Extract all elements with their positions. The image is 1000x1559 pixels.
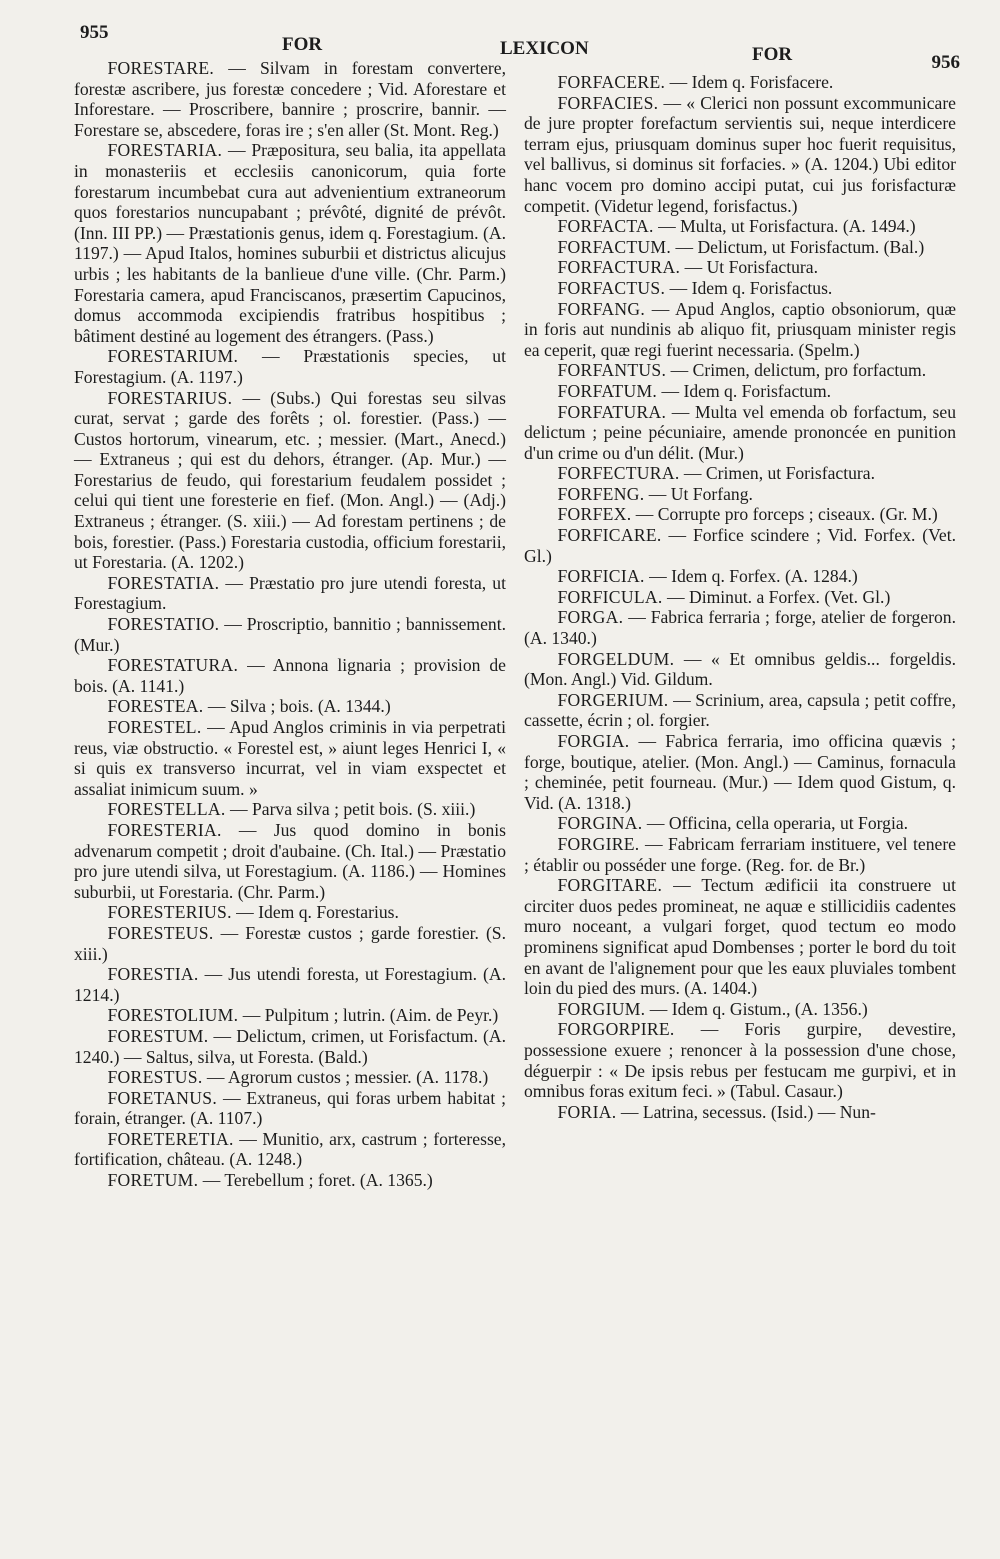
entry-definition: — Idem q. Forisfactus. <box>665 277 833 298</box>
entry-definition: — Forestæ custos ; garde forestier. (S. xiii.) <box>74 922 506 964</box>
dictionary-entry <box>524 463 956 484</box>
dictionary-entry <box>74 573 506 614</box>
dictionary-entry <box>74 1026 506 1067</box>
entry-headword: FORESTIA. <box>107 964 199 985</box>
entry-headword: FORFICARE. <box>557 525 662 546</box>
entry-headword: FORFICIA. <box>557 566 645 587</box>
entry-headword: FORESTUS. <box>107 1067 203 1088</box>
entry-headword: FORESTATIO. <box>107 614 220 635</box>
dictionary-entry <box>524 731 956 813</box>
entry-headword: FORFENG. <box>557 483 645 504</box>
dictionary-entry <box>524 257 956 278</box>
entry-definition: — Annona lignaria ; provision de bois. (A. 1141.) <box>74 655 506 696</box>
entry-definition: — Præstationis species, ut Forestagium. (A. 1197.) <box>74 346 506 387</box>
entry-headword: FORGORPIRE. <box>557 1019 675 1040</box>
dictionary-entry <box>524 834 956 875</box>
left-column <box>74 58 506 1191</box>
entry-headword: FORFACTUM. <box>557 236 672 257</box>
entry-headword: FORESTARIA. <box>107 140 223 161</box>
dictionary-entry <box>74 902 506 923</box>
dictionary-entry <box>524 566 956 587</box>
dictionary-entry <box>524 299 956 361</box>
right-page-number: 956 <box>931 52 960 73</box>
entry-definition: — Delictum, crimen, ut Forisfactum. (A. 1240.) — Saltus, silva, ut Foresta. (Bald.) <box>74 1025 506 1067</box>
entry-headword: FORGIA. <box>557 731 630 751</box>
right-catchword: FOR <box>752 44 793 65</box>
dictionary-entry <box>74 1005 506 1026</box>
entry-definition: — Apud Anglos criminis in via perpetrati reus, viæ obstructio. « Forestel est, » aiunt leges Henrici I, « si quis ex transverso incurrat, vel in viam exspectet et assaliat inimicum suum. » <box>74 717 506 799</box>
entry-definition: — Scrinium, area, capsula ; petit coffre, cassette, écrin ; ol. forgier. <box>524 689 956 731</box>
entry-headword: FORFANTUS. <box>557 360 667 381</box>
dictionary-entry <box>524 216 956 237</box>
entry-definition: — Jus utendi foresta, ut Forestagium. (A. 1214.) <box>74 964 506 1005</box>
entry-headword: FORESTARIUS. <box>107 387 233 408</box>
entry-headword: FORETUM. <box>107 1170 199 1191</box>
entry-definition: — Silva ; bois. (A. 1344.) <box>203 696 391 717</box>
dictionary-entry <box>74 1088 506 1129</box>
dictionary-entry <box>524 402 956 464</box>
entry-definition: — Idem q. Gistum., (A. 1356.) <box>645 998 868 1019</box>
dictionary-entry <box>524 607 956 648</box>
entry-definition: — Forfice scindere ; Vid. Forfex. (Vet. Gl.) <box>524 525 956 566</box>
entry-headword: FORESTOLIUM. <box>107 1005 239 1026</box>
dictionary-entry <box>74 820 506 902</box>
entry-definition: — Extraneus, qui foras urbem habitat ; forain, étranger. (A. 1107.) <box>74 1087 506 1129</box>
entry-definition: — Idem q. Forestarius. <box>231 902 399 923</box>
dictionary-entry <box>524 278 956 299</box>
dictionary-entry <box>524 690 956 731</box>
entry-headword: FORFACERE. <box>557 72 666 92</box>
entry-definition: — Delictum, ut Forisfactum. (Bal.) <box>671 236 925 257</box>
entry-headword: FORESTATIA. <box>107 572 220 593</box>
entry-headword: FORESTEL. <box>107 717 202 737</box>
entry-headword: FORFATURA. <box>557 401 667 422</box>
right-column <box>524 72 956 1122</box>
entry-definition: — (Subs.) Qui forestas seu silvas curat, servat ; garde des forêts ; ol. forestier. (Pass.) — Custos hortorum, vinearum, etc. ; messier. (Mart., Anecd.) — Extraneus ; qui est du dehors, étranger. (Ap. Mur.) — Forestarius de feudo, qui forestarium feudalem possidet ; celui qui tient une foresterie en fief. (Mon. Angl.) — (Adj.) Extraneus ; étranger. (S. xiii.) — Ad forestam pertinens ; de bois, forestier. (Pass.) Forestaria custodia, officium forestarii, ut Forestaria. (A. 1202.) <box>74 387 506 573</box>
entry-headword: FORGIRE. <box>557 833 640 854</box>
entry-definition: — Officina, cella operaria, ut Forgia. <box>642 813 909 834</box>
entry-definition: — Fabricam ferrariam instituere, vel tenere ; établir ou posséder une forge. (Reg. for. de Br.) <box>524 833 956 875</box>
entry-definition: — Multa, ut Forisfactura. (A. 1494.) <box>653 216 916 237</box>
dictionary-entry <box>74 140 506 346</box>
entry-definition: — Proscriptio, bannitio ; bannissement. (Mur.) <box>74 614 506 655</box>
entry-definition: — Ut Forisfactura. <box>680 257 818 278</box>
dictionary-entry <box>74 1067 506 1088</box>
entry-definition: — « Clerici non possunt excommunicare de jure propter forefactum servientis sui, neque interdicere terram ejus, priusquam dominus super hoc fuerit requisitus, vel ballivus, si dominus sit forfacies. » (A. 1204.) Ubi editor hanc vocem pro domino accipi putat, cui jus forisfacturæ competit. (Videtur legend, forisfactus.) <box>524 92 956 216</box>
entry-headword: FORGIUM. <box>557 998 646 1019</box>
entry-definition: — Pulpitum ; lutrin. (Aim. de Peyr.) <box>238 1005 499 1026</box>
dictionary-entry <box>74 655 506 696</box>
dictionary-entry <box>74 923 506 964</box>
dictionary-entry <box>524 484 956 505</box>
entry-definition: — Fabrica ferraria ; forge, atelier de forgeron. (A. 1340.) <box>524 607 956 649</box>
entry-definition: — Silvam in forestam convertere, forestæ ascribere, jus forestæ concedere ; Vid. Aforestare et Inforestare. — Proscribere, bannire ; proscrire, bannir. — Forestare se, abscedere, foras ire ; s'en aller (St. Mont. Reg.) <box>74 58 506 140</box>
entry-headword: FORFACIES. <box>557 92 659 113</box>
dictionary-entry <box>524 1102 956 1123</box>
dictionary-entry <box>524 1019 956 1101</box>
dictionary-entry <box>524 587 956 608</box>
entry-headword: FORFACTUS. <box>557 277 666 298</box>
entry-definition: — Terebellum ; foret. (A. 1365.) <box>198 1170 433 1191</box>
entry-headword: FORGITARE. <box>557 875 663 896</box>
entry-definition: — « Et omnibus geldis... forgeldis. (Mon. Angl.) Vid. Gildum. <box>524 648 956 690</box>
left-catchword: FOR <box>282 34 323 55</box>
entry-headword: FORESTEUS. <box>107 922 214 943</box>
dictionary-entry <box>524 875 956 999</box>
entry-definition: — Crimen, ut Forisfactura. <box>679 463 875 484</box>
entry-definition: — Idem q. Forfex. (A. 1284.) <box>644 566 858 587</box>
entry-headword: FORGERIUM. <box>557 689 669 710</box>
entry-headword: FORETERETIA. <box>107 1128 234 1149</box>
entry-definition: — Parva silva ; petit bois. (S. xiii.) <box>225 799 476 820</box>
entry-headword: FORESTERIA. <box>107 819 222 840</box>
entry-definition: — Foris gurpire, devestire, possessione exuere ; renoncer à la possession d'une chose, déguerpir : « De ipsis rebus per festucam me gurpivi, et in omnibus foras exitum feci. » (Tabul. Casaur.) <box>524 1019 956 1102</box>
dictionary-entry <box>74 614 506 655</box>
entry-headword: FORESTERIUS. <box>107 902 232 923</box>
entry-definition: — Munitio, arx, castrum ; forteresse, fortification, château. (A. 1248.) <box>74 1128 506 1170</box>
entry-headword: FORFATUM. <box>557 380 658 401</box>
entry-headword: FORFACTA. <box>557 216 654 237</box>
entry-headword: FORIA. <box>557 1101 617 1122</box>
dictionary-entry <box>524 504 956 525</box>
entry-definition: — Jus quod domino in bonis advenarum competit ; droit d'aubaine. (Ch. Ital.) — Præstatio pro jure utendi silva, ut Forestagium. (A. 1186.) — Homines suburbii, ut Forestaria. (Chr. Parm.) <box>74 819 506 902</box>
entry-definition: — Idem q. Forisfactum. <box>657 380 832 401</box>
left-page-number: 955 <box>80 22 109 43</box>
entry-headword: FORESTATURA. <box>107 655 239 676</box>
dictionary-entry <box>524 813 956 834</box>
dictionary-entry <box>524 525 956 566</box>
entry-headword: FORFICULA. <box>557 586 663 607</box>
entry-headword: FORESTUM. <box>107 1025 209 1046</box>
entry-definition: — Idem q. Forisfacere. <box>665 72 834 92</box>
dictionary-entry <box>524 360 956 381</box>
dictionary-entry <box>524 649 956 690</box>
dictionary-entry <box>74 1170 506 1191</box>
entry-headword: FORGA. <box>557 607 624 628</box>
entry-definition: — Tectum ædificii ita construere ut circiter duos pedes promineat, ne aquæ e stillicidiis cadentes muro noceant, a vulgari forget, quod tectum eo modo prominens significat apud Dombenses ; porter le bord du toit en avant de l'alignement pour que les eaux pluviales tombent loin du pied des murs. (A. 1404.) <box>524 875 956 999</box>
dictionary-entry <box>74 717 506 799</box>
entry-headword: FORGELDUM. <box>557 648 675 669</box>
dictionary-entry <box>74 696 506 717</box>
entry-definition: — Præstatio pro jure utendi foresta, ut Forestagium. <box>74 572 506 614</box>
entry-headword: FORGINA. <box>557 813 643 834</box>
dictionary-entry <box>524 93 956 217</box>
entry-definition: — Crimen, delictum, pro forfactum. <box>666 360 927 381</box>
entry-definition: — Fabrica ferraria, imo officina quævis ; forge, boutique, atelier. (Mon. Angl.) — Caminus, fornacula ; cheminée, petit fourneau. (Mur.) — Idem quod Gistum, q. Vid. (A. 1318.) <box>524 731 956 813</box>
dictionary-entry <box>524 381 956 402</box>
entry-headword: FORFEX. <box>557 504 632 525</box>
dictionary-entry <box>74 964 506 1005</box>
entry-headword: FORESTARE. <box>107 58 215 78</box>
dictionary-entry <box>524 999 956 1020</box>
entry-definition: — Apud Anglos, captio obsoniorum, quæ in foris aut nundinis ab aliquo fit, priusquam minister regis ea ceperit, quæ regi fuerint necessaria. (Spelm.) <box>524 298 956 360</box>
entry-definition: — Diminut. a Forfex. (Vet. Gl.) <box>662 586 891 607</box>
dictionary-entry <box>524 72 956 93</box>
dictionary-entry <box>74 388 506 573</box>
entry-headword: FORESTARIUM. <box>107 346 239 367</box>
entry-headword: FORFANG. <box>557 298 646 319</box>
entry-definition: — Latrina, secessus. (Isid.) — Nun- <box>616 1101 876 1122</box>
dictionary-entry <box>74 1129 506 1170</box>
dictionary-entry <box>74 799 506 820</box>
entry-headword: FORETANUS. <box>107 1087 218 1108</box>
running-title: LEXICON <box>500 38 589 59</box>
entry-headword: FORESTEA. <box>107 696 204 717</box>
dictionary-entry <box>74 346 506 387</box>
entry-definition: — Corrupte pro forceps ; ciseaux. (Gr. M.) <box>631 504 938 525</box>
entry-definition: — Multa vel emenda ob forfactum, seu delictum ; peine pécuniaire, amende prononcée en punition d'un crime ou d'un délit. (Mur.) <box>524 401 956 463</box>
entry-definition: — Præpositura, seu balia, ita appellata in monasteriis et ecclesiis canonicorum, quia forte forestarum incumbebat cura aut advenientium extraneorum quos forestarios nuncupabant ; prévôté, dignité de prévôt. (Inn. III PP.) — Præstationis genus, idem q. Forestagium. (A. 1197.) — Apud Italos, homines suburbii et districtus alicujus urbis ; les habitants de la banlieue d'une ville. (Chr. Parm.) Forestaria camera, apud Franciscanos, præsertim Capucinos, domus accommoda excipiendis fratribus hospitibus ; bâtiment destiné au logement des étrangers. (Pass.) <box>74 140 506 346</box>
dictionary-entry <box>524 237 956 258</box>
entry-definition: — Ut Forfang. <box>644 483 753 504</box>
entry-definition: — Agrorum custos ; messier. (A. 1178.) <box>202 1067 489 1088</box>
entry-headword: FORFACTURA. <box>557 257 681 278</box>
dictionary-entry <box>74 58 506 140</box>
entry-headword: FORESTELLA. <box>107 799 226 820</box>
entry-headword: FORFECTURA. <box>557 463 680 484</box>
